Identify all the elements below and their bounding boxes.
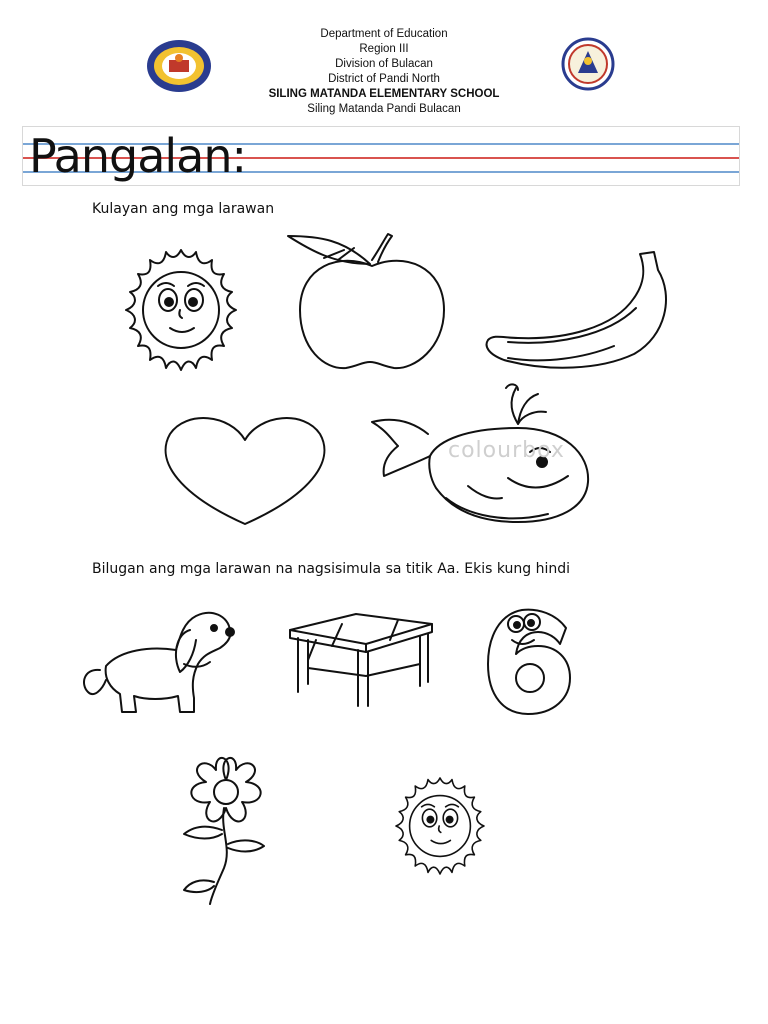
school-name: SILING MATANDA ELEMENTARY SCHOOL [268, 88, 500, 100]
table-picture [286, 610, 436, 714]
flower-picture [176, 748, 276, 912]
instruction-circle-pictures: Bilugan ang mga larawan na nagsisimula sa titik Aa. Ekis kung hindi [92, 561, 571, 577]
watermark-text: colourbox [448, 438, 565, 463]
department-text: Department of Education [320, 28, 448, 40]
sun-picture [96, 240, 266, 384]
district-text: District of Pandi North [328, 73, 440, 85]
sun-picture-2 [372, 768, 508, 888]
school-logo [145, 38, 213, 94]
heart-picture [160, 410, 330, 534]
school-address: Siling Matanda Pandi Bulacan [307, 103, 461, 115]
banana-picture [484, 246, 684, 380]
name-label: Pangalan: [29, 129, 247, 183]
number-six-picture [486, 606, 576, 722]
dog-picture [80, 606, 240, 730]
apple-picture [284, 230, 454, 384]
name-field[interactable] [22, 126, 740, 186]
whale-picture [368, 378, 598, 532]
school-header [214, 27, 554, 117]
division-text: Division of Bulacan [335, 58, 433, 70]
deped-seal [556, 37, 620, 91]
instruction-color-pictures: Kulayan ang mga larawan [92, 201, 275, 217]
region-text: Region III [359, 43, 409, 55]
